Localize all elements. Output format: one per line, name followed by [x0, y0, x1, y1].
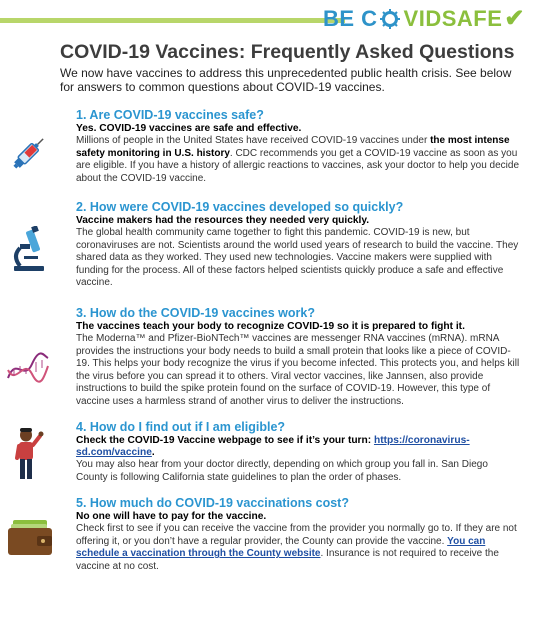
- vaccine-webpage-link[interactable]: https://coronavirus-sd.com/vaccine: [76, 435, 470, 458]
- faq-section-1: [76, 108, 522, 185]
- answer-4: Check the COVID-19 Vaccine webpage to see if it’s your turn: https://coronavirus-sd.com/vaccine.: [76, 435, 470, 458]
- faq-section-3: [76, 306, 522, 409]
- body-2: The global health community came together to fight this pandemic. COVID-19 is new, but coronaviruses are not. Scientists around the world used years of research to build the vaccine. They shared data as they worked. They used new technologies. Vaccine makers were supplied with funding for the process. All of these factors helped scientists quickly produce a safe and effective vaccine.: [76, 227, 519, 289]
- answer-5: No one will have to pay for the vaccine.: [76, 511, 267, 522]
- body-1-emphasis: the most intense safety monitoring in U.S. history: [76, 135, 510, 159]
- syringe-icon: [8, 132, 50, 174]
- be-covidsafe-logo: [323, 6, 525, 32]
- person-waving-icon: [14, 428, 44, 480]
- body-1: Millions of people in the United States have received COVID-19 vaccines under the most intense safety monitoring in U.S. history. CDC recommends you get a COVID-19 vaccine as soon as you are eligible. If you have a history of allergic reactions to vaccines, ask your doctor to help you decide about the COVID-19 vaccine.: [76, 135, 520, 184]
- virus-logo-icon: [379, 8, 401, 30]
- logo-text-part2: VIDSAFE: [403, 6, 503, 31]
- header-accent-bar: [0, 18, 345, 23]
- wallet-icon: [7, 520, 53, 556]
- answer-2: Vaccine makers had the resources they needed very quickly.: [76, 215, 370, 226]
- microscope-icon: [10, 226, 48, 272]
- question-3: 3. How do the COVID-19 vaccines work?: [76, 306, 315, 320]
- logo-text-part1: BE C: [322, 6, 378, 31]
- body-3: The Moderna™ and Pfizer-BioNTech™ vaccines are messenger RNA vaccines (mRNA). mRNA provides the instructions your body needs to build a small protein that looks like a piece of COVID-19. This helps your body recognize the virus if you become infected. This protects you, and helps kill the virus before you can spread it to others. Viral vector vaccines, like Jannsen, also provide instructions to build the spike protein found on the surface of COVID-19. However, this type of vaccine uses a harmless strand of another virus to deliver the instructions.: [76, 333, 520, 407]
- page-title: COVID-19 Vaccines: Frequently Asked Questions: [60, 41, 515, 63]
- question-2: 2. How were COVID-19 vaccines developed so quickly?: [76, 200, 404, 214]
- question-1: 1. Are COVID-19 vaccines safe?: [76, 108, 264, 122]
- faq-section-4: [76, 420, 522, 484]
- county-schedule-link[interactable]: You can schedule a vaccination through the County website: [76, 535, 486, 560]
- faq-section-2: [76, 200, 522, 290]
- question-4: 4. How do I find out if I am eligible?: [76, 420, 286, 434]
- faq-section-5: [76, 496, 522, 573]
- dna-strand-icon: [6, 352, 50, 384]
- intro-paragraph: We now have vaccines to address this unprecedented public health crisis. See below for answers to common questions about COVID-19 vaccines.: [60, 66, 512, 94]
- question-5: 5. How much do COVID-19 vaccinations cost?: [76, 496, 349, 510]
- body-5: Check first to see if you can receive the vaccine from the provider you normally go to. If they are not offering it, or you don’t have a regular provider, the County can provide the vaccine. You can schedule a vaccination through the County website. Insurance is not required to receive the vaccine at no cost.: [76, 523, 517, 572]
- body-4: You may also hear from your doctor directly, depending on which group you fall in. San Diego County is following California state guidelines to plan the order of phases.: [76, 459, 488, 483]
- answer-3: The vaccines teach your body to recognize COVID-19 so it is prepared to fight it.: [76, 321, 465, 332]
- checkmark-icon: ✔: [504, 5, 525, 32]
- answer-1: Yes. COVID-19 vaccines are safe and effective.: [76, 123, 302, 134]
